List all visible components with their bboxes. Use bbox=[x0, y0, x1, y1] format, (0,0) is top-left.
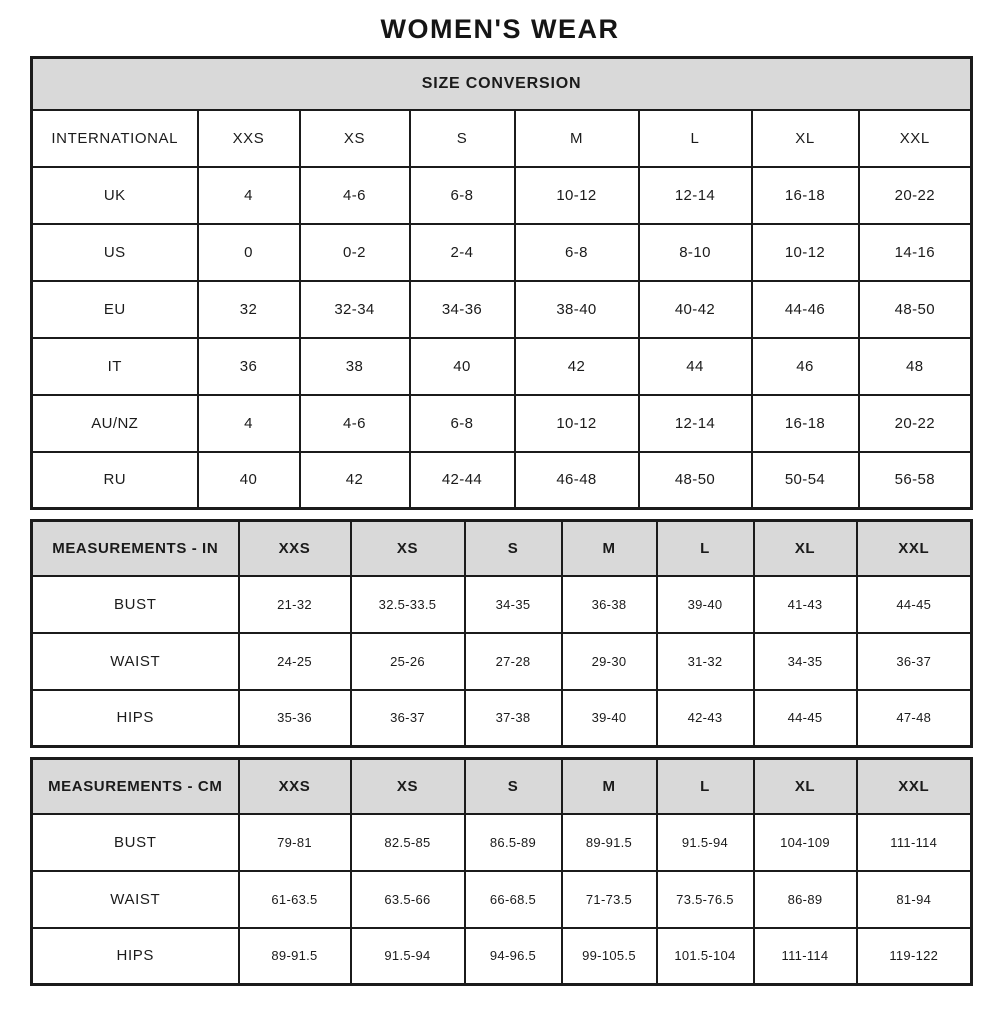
size-value-cell: 20-22 bbox=[859, 395, 972, 452]
size-conversion-table bbox=[30, 56, 973, 510]
table-row-aunz bbox=[32, 395, 972, 452]
measurement-cell: 39-40 bbox=[657, 576, 754, 633]
size-value-cell: 36 bbox=[198, 338, 300, 395]
size-value-cell: 48-50 bbox=[859, 281, 972, 338]
measurement-cell: 104-109 bbox=[754, 814, 857, 871]
row-label: WAIST bbox=[32, 871, 239, 928]
row-label: BUST bbox=[32, 814, 239, 871]
size-value-cell: 10-12 bbox=[515, 167, 639, 224]
measurements-in-header: MEASUREMENTS - IN bbox=[32, 521, 239, 576]
column-header-xxl: XXL bbox=[857, 521, 972, 576]
size-value-cell: 4 bbox=[198, 395, 300, 452]
table-row-waist-in bbox=[32, 633, 972, 690]
column-header-s: S bbox=[465, 521, 562, 576]
page-title: WOMEN'S WEAR bbox=[380, 14, 620, 44]
measurement-cell: 81-94 bbox=[857, 871, 972, 928]
measurement-cell: 47-48 bbox=[857, 690, 972, 747]
row-label: RU bbox=[32, 452, 198, 509]
size-value-cell: 6-8 bbox=[410, 167, 515, 224]
size-value-cell: 0 bbox=[198, 224, 300, 281]
size-value-cell: 40 bbox=[410, 338, 515, 395]
row-label: UK bbox=[32, 167, 198, 224]
column-header-xxl: XXL bbox=[859, 110, 972, 167]
measurement-cell: 24-25 bbox=[239, 633, 351, 690]
size-value-cell: 46-48 bbox=[515, 452, 639, 509]
column-header-l: L bbox=[657, 759, 754, 814]
size-value-cell: 16-18 bbox=[752, 395, 859, 452]
measurement-cell: 25-26 bbox=[351, 633, 465, 690]
column-header-l: L bbox=[657, 521, 754, 576]
size-value-cell: 32-34 bbox=[300, 281, 410, 338]
measurement-cell: 31-32 bbox=[657, 633, 754, 690]
row-label: WAIST bbox=[32, 633, 239, 690]
measurement-cell: 37-38 bbox=[465, 690, 562, 747]
size-value-cell: 4-6 bbox=[300, 395, 410, 452]
measurement-cell: 41-43 bbox=[754, 576, 857, 633]
size-value-cell: 6-8 bbox=[410, 395, 515, 452]
table-row-it bbox=[32, 338, 972, 395]
column-header-m: M bbox=[562, 521, 657, 576]
measurement-cell: 73.5-76.5 bbox=[657, 871, 754, 928]
table-row-bust-cm bbox=[32, 814, 972, 871]
size-value-cell: 42-44 bbox=[410, 452, 515, 509]
column-header-xxs: XXS bbox=[239, 521, 351, 576]
size-value-cell: 2-4 bbox=[410, 224, 515, 281]
measurement-cell: 32.5-33.5 bbox=[351, 576, 465, 633]
row-label: US bbox=[32, 224, 198, 281]
size-value-cell: 20-22 bbox=[859, 167, 972, 224]
measurement-cell: 36-38 bbox=[562, 576, 657, 633]
column-header-l: L bbox=[639, 110, 752, 167]
size-value-cell: 38 bbox=[300, 338, 410, 395]
measurement-cell: 29-30 bbox=[562, 633, 657, 690]
column-header-xl: XL bbox=[754, 521, 857, 576]
size-value-cell: 4-6 bbox=[300, 167, 410, 224]
column-header-s: S bbox=[465, 759, 562, 814]
size-value-cell: 10-12 bbox=[515, 395, 639, 452]
size-value-cell: 34-36 bbox=[410, 281, 515, 338]
measurement-cell: 89-91.5 bbox=[562, 814, 657, 871]
size-value-cell: 0-2 bbox=[300, 224, 410, 281]
size-value-cell: 10-12 bbox=[752, 224, 859, 281]
measurement-cell: 111-114 bbox=[857, 814, 972, 871]
measurement-cell: 35-36 bbox=[239, 690, 351, 747]
size-value-cell: 40 bbox=[198, 452, 300, 509]
table-row-hips-in bbox=[32, 690, 972, 747]
row-label: AU/NZ bbox=[32, 395, 198, 452]
size-value-cell: 12-14 bbox=[639, 167, 752, 224]
table-row-us bbox=[32, 224, 972, 281]
column-header-xxl: XXL bbox=[857, 759, 972, 814]
measurement-cell: 36-37 bbox=[857, 633, 972, 690]
size-value-cell: 46 bbox=[752, 338, 859, 395]
size-value-cell: 42 bbox=[515, 338, 639, 395]
size-value-cell: 38-40 bbox=[515, 281, 639, 338]
size-value-cell: 44-46 bbox=[752, 281, 859, 338]
column-header-xs: XS bbox=[300, 110, 410, 167]
size-conversion-banner: SIZE CONVERSION bbox=[32, 58, 972, 110]
size-value-cell: 32 bbox=[198, 281, 300, 338]
measurements-in-table bbox=[30, 519, 973, 748]
table-row-hips-cm bbox=[32, 928, 972, 985]
measurement-cell: 36-37 bbox=[351, 690, 465, 747]
measurement-cell: 44-45 bbox=[857, 576, 972, 633]
measurement-cell: 21-32 bbox=[239, 576, 351, 633]
measurement-cell: 99-105.5 bbox=[562, 928, 657, 985]
column-header-xxs: XXS bbox=[198, 110, 300, 167]
measurement-cell: 71-73.5 bbox=[562, 871, 657, 928]
column-header-xxs: XXS bbox=[239, 759, 351, 814]
column-header-xl: XL bbox=[752, 110, 859, 167]
table-row-ru bbox=[32, 452, 972, 509]
size-value-cell: 8-10 bbox=[639, 224, 752, 281]
column-header-row bbox=[32, 110, 972, 167]
measurement-cell: 79-81 bbox=[239, 814, 351, 871]
table-row-eu bbox=[32, 281, 972, 338]
column-header-m: M bbox=[515, 110, 639, 167]
column-header-m: M bbox=[562, 759, 657, 814]
measurement-cell: 101.5-104 bbox=[657, 928, 754, 985]
measurement-cell: 63.5-66 bbox=[351, 871, 465, 928]
row-label: BUST bbox=[32, 576, 239, 633]
measurement-cell: 34-35 bbox=[754, 633, 857, 690]
measurement-cell: 42-43 bbox=[657, 690, 754, 747]
measurement-cell: 66-68.5 bbox=[465, 871, 562, 928]
measurement-cell: 86-89 bbox=[754, 871, 857, 928]
table-row-bust-in bbox=[32, 576, 972, 633]
measurement-cell: 89-91.5 bbox=[239, 928, 351, 985]
measurement-cell: 82.5-85 bbox=[351, 814, 465, 871]
size-value-cell: 12-14 bbox=[639, 395, 752, 452]
size-guide-page bbox=[0, 14, 1000, 986]
column-header-xl: XL bbox=[754, 759, 857, 814]
measurement-cell: 34-35 bbox=[465, 576, 562, 633]
column-header-xs: XS bbox=[351, 521, 465, 576]
size-value-cell: 42 bbox=[300, 452, 410, 509]
size-value-cell: 48 bbox=[859, 338, 972, 395]
measurements-in-header-row bbox=[32, 521, 972, 576]
measurement-cell: 86.5-89 bbox=[465, 814, 562, 871]
measurements-cm-table bbox=[30, 757, 973, 986]
size-value-cell: 14-16 bbox=[859, 224, 972, 281]
table-row-waist-cm bbox=[32, 871, 972, 928]
size-value-cell: 40-42 bbox=[639, 281, 752, 338]
measurement-cell: 94-96.5 bbox=[465, 928, 562, 985]
measurement-cell: 91.5-94 bbox=[351, 928, 465, 985]
size-value-cell: 44 bbox=[639, 338, 752, 395]
size-value-cell: 16-18 bbox=[752, 167, 859, 224]
measurement-cell: 39-40 bbox=[562, 690, 657, 747]
measurement-cell: 119-122 bbox=[857, 928, 972, 985]
row-label: IT bbox=[32, 338, 198, 395]
measurement-cell: 44-45 bbox=[754, 690, 857, 747]
measurement-cell: 61-63.5 bbox=[239, 871, 351, 928]
size-value-cell: 48-50 bbox=[639, 452, 752, 509]
table-row-uk bbox=[32, 167, 972, 224]
column-header-xs: XS bbox=[351, 759, 465, 814]
row-label: EU bbox=[32, 281, 198, 338]
size-value-cell: 4 bbox=[198, 167, 300, 224]
row-label: HIPS bbox=[32, 690, 239, 747]
measurements-cm-header: MEASUREMENTS - CM bbox=[32, 759, 239, 814]
measurement-cell: 27-28 bbox=[465, 633, 562, 690]
column-header-s: S bbox=[410, 110, 515, 167]
size-value-cell: 50-54 bbox=[752, 452, 859, 509]
column-header-international: INTERNATIONAL bbox=[32, 110, 198, 167]
measurement-cell: 111-114 bbox=[754, 928, 857, 985]
measurements-cm-header-row bbox=[32, 759, 972, 814]
banner-row bbox=[32, 58, 972, 110]
size-value-cell: 56-58 bbox=[859, 452, 972, 509]
row-label: HIPS bbox=[32, 928, 239, 985]
size-value-cell: 6-8 bbox=[515, 224, 639, 281]
measurement-cell: 91.5-94 bbox=[657, 814, 754, 871]
